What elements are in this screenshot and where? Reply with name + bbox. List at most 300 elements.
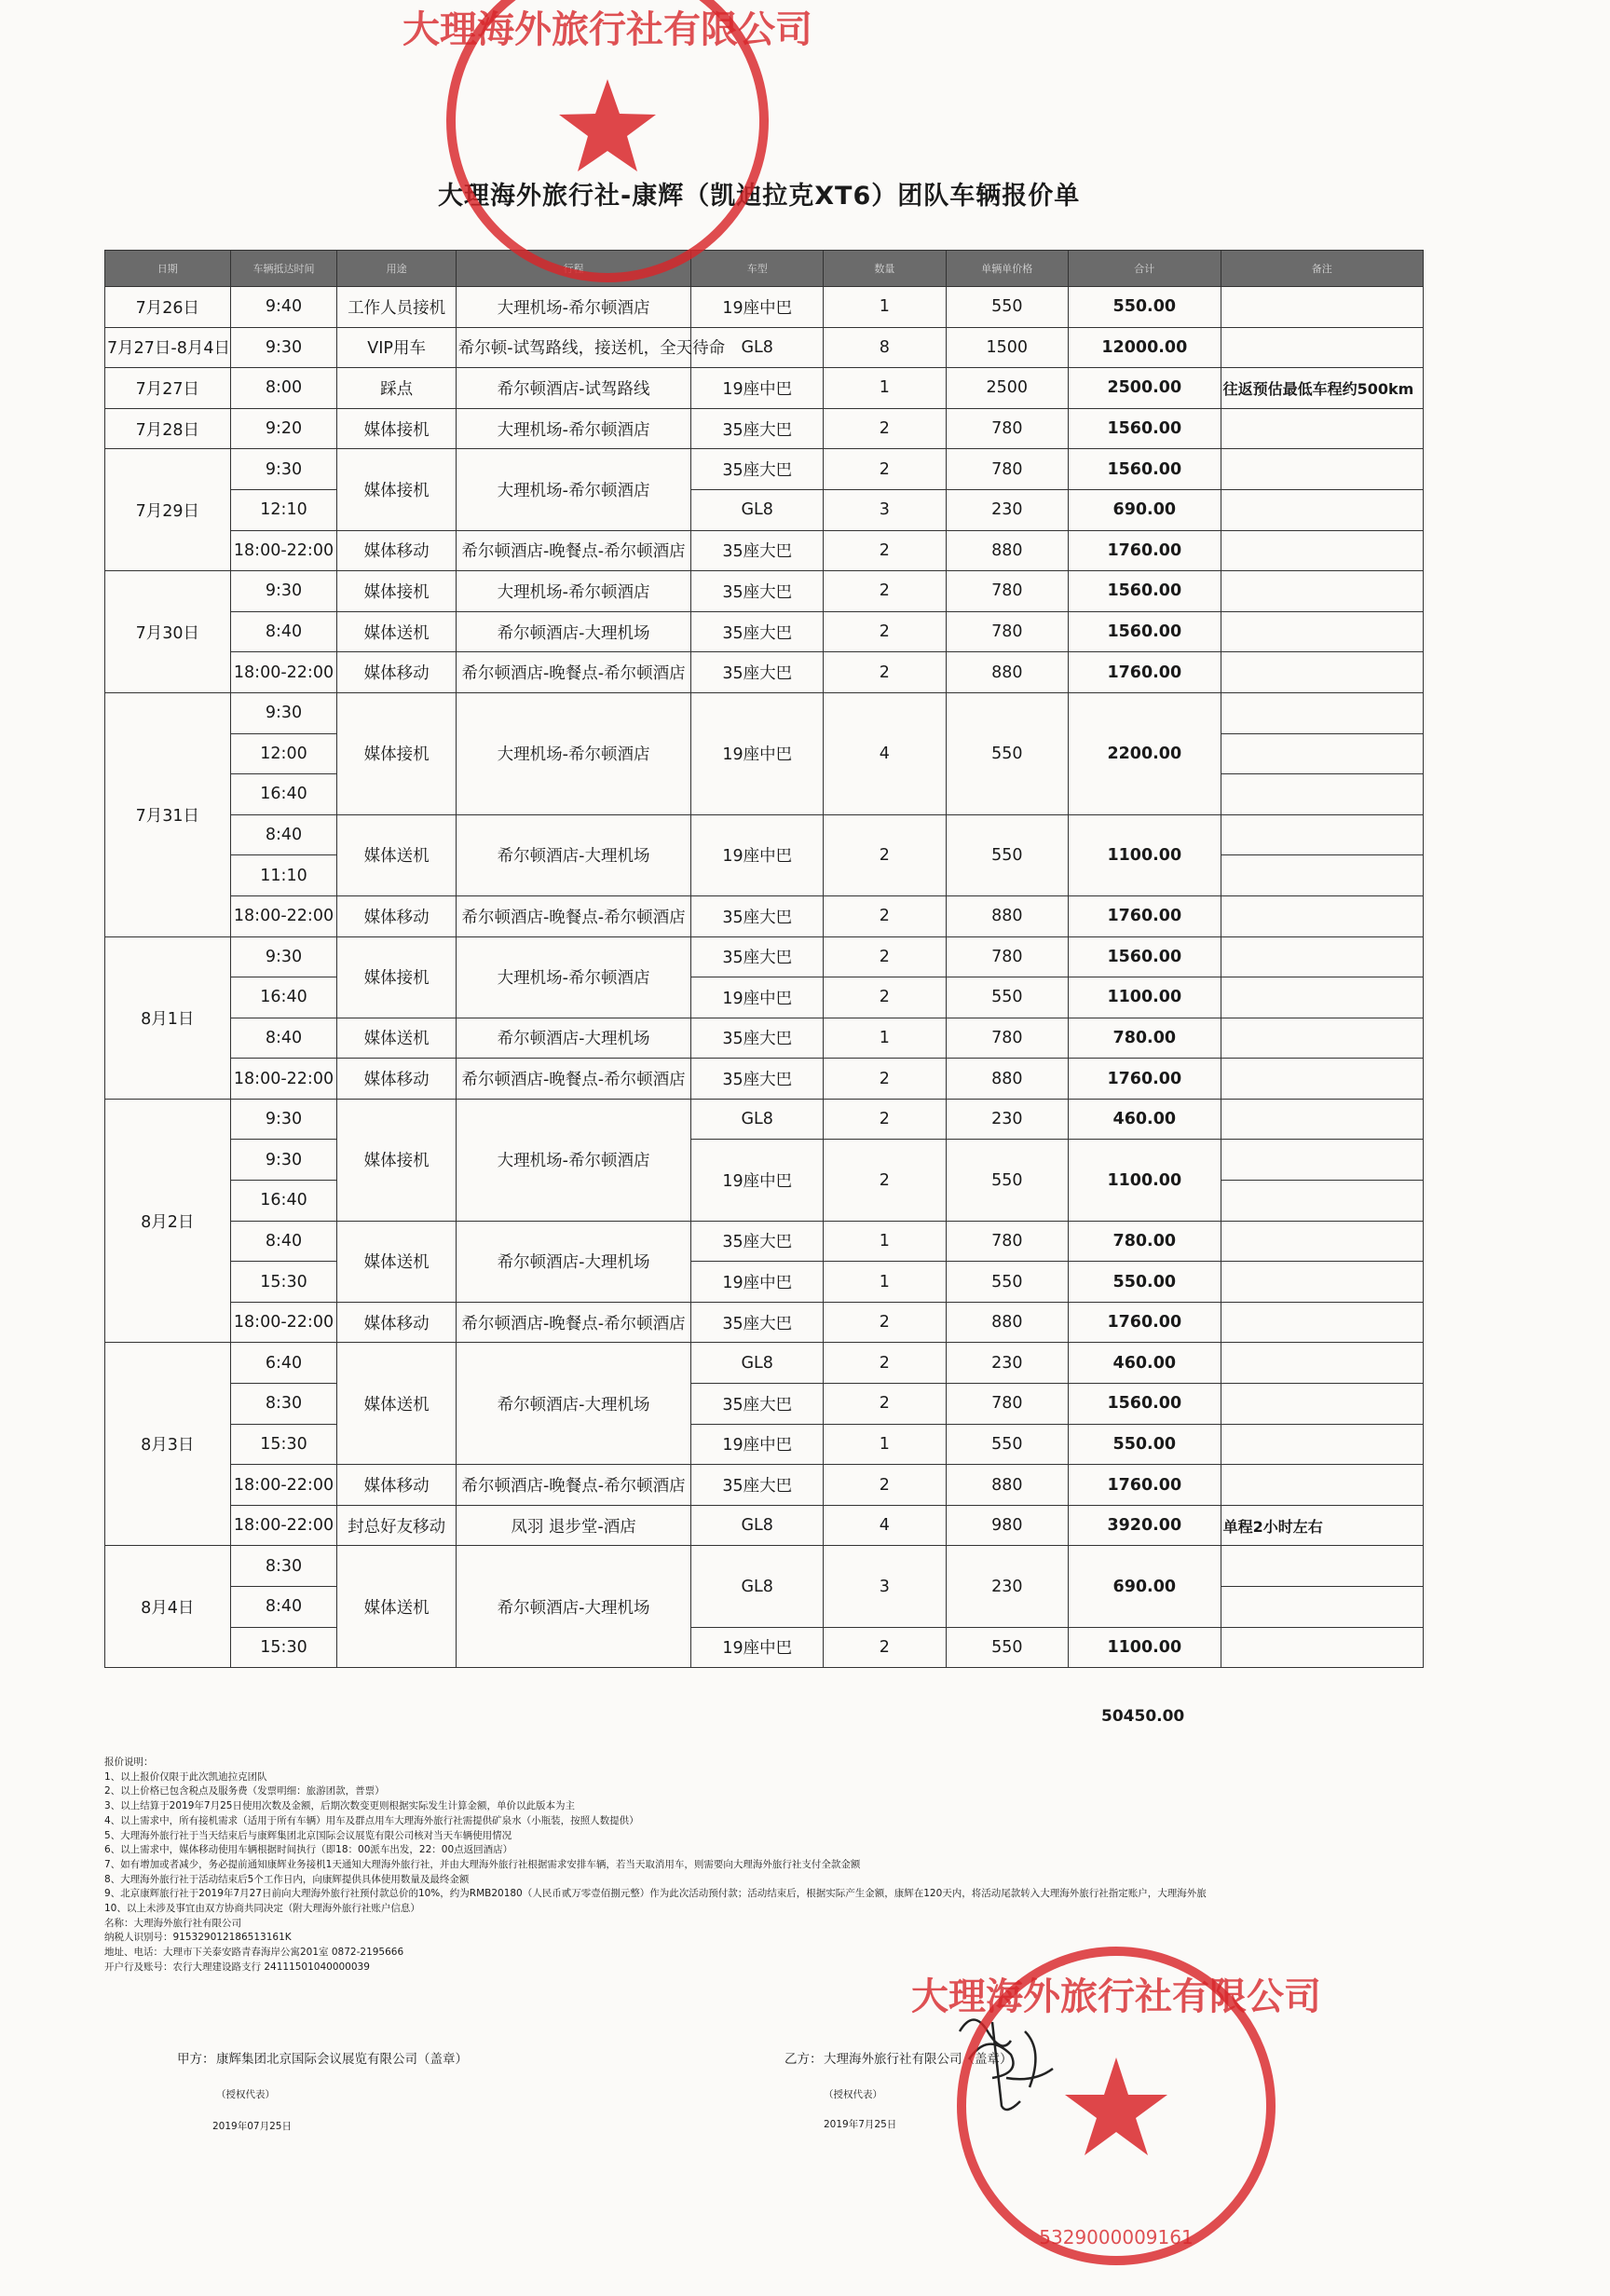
cell-time: 16:40: [230, 1181, 337, 1222]
svg-text:大理海外旅行社有限公司: 大理海外旅行社有限公司: [402, 8, 812, 51]
cell-car: 35座大巴: [691, 571, 824, 612]
cell-use: 媒体移动: [337, 1465, 456, 1506]
cell-note: [1221, 1181, 1423, 1222]
cell-price: 550: [946, 1627, 1068, 1668]
cell-qty: 2: [824, 936, 946, 977]
cell-date: 7月27日-8月4日: [105, 327, 231, 368]
cell-qty: 2: [824, 1059, 946, 1100]
company-seal-top: [402, 0, 812, 280]
cell-total: 2200.00: [1069, 692, 1221, 814]
cell-note: [1221, 1546, 1423, 1587]
cell-note: [1221, 733, 1423, 774]
table-body: [105, 287, 1424, 1668]
cell-note: [1221, 1384, 1423, 1425]
cell-total: 12000.00: [1069, 327, 1221, 368]
cell-qty: 2: [824, 408, 946, 449]
cell-use: 媒体接机: [337, 692, 456, 814]
cell-total: 1560.00: [1069, 1384, 1221, 1425]
cell-note: [1221, 287, 1423, 328]
note-line: 纳税人识别号：915329012186513161K: [104, 1932, 292, 1944]
cell-price: 230: [946, 1546, 1068, 1627]
cell-car: 35座大巴: [691, 1018, 824, 1059]
cell-qty: 2: [824, 1140, 946, 1221]
table-row: [105, 1424, 1424, 1465]
cell-note: [1221, 774, 1423, 815]
cell-note: [1221, 1465, 1423, 1506]
cell-note: [1221, 1099, 1423, 1140]
cell-qty: 2: [824, 1465, 946, 1506]
cell-car: 19座中巴: [691, 1424, 824, 1465]
table-row: [105, 1505, 1424, 1546]
cell-time: 18:00-22:00: [230, 895, 337, 936]
cell-time: 9:30: [230, 571, 337, 612]
note-line: 8、大理海外旅行社于活动结束后5个工作日内，向康辉提供具体使用数量及最终金额: [104, 1873, 470, 1885]
cell-total: 1560.00: [1069, 611, 1221, 652]
cell-use: 媒体移动: [337, 530, 456, 571]
party-a-label: 甲方：: [177, 2052, 215, 2067]
cell-total: 780.00: [1069, 1018, 1221, 1059]
cell-note: [1221, 1221, 1423, 1262]
cell-use: 媒体送机: [337, 1221, 456, 1302]
cell-car: 35座大巴: [691, 652, 824, 693]
cell-price: 780: [946, 571, 1068, 612]
header-use: 用途: [337, 251, 456, 287]
cell-total: 1100.00: [1069, 814, 1221, 895]
cell-note: [1221, 652, 1423, 693]
cell-route: 希尔顿酒店-晚餐点-希尔顿酒店: [456, 1465, 691, 1506]
cell-route: 希尔顿酒店-晚餐点-希尔顿酒店: [456, 652, 691, 693]
cell-total: 1560.00: [1069, 408, 1221, 449]
cell-price: 550: [946, 287, 1068, 328]
cell-use: 工作人员接机: [337, 287, 456, 328]
cell-time: 9:20: [230, 408, 337, 449]
cell-route: 希尔顿酒店-晚餐点-希尔顿酒店: [456, 1059, 691, 1100]
cell-time: 9:30: [230, 1099, 337, 1140]
cell-note: [1221, 1018, 1423, 1059]
cell-route: 希尔顿酒店-大理机场: [456, 1546, 691, 1668]
cell-car: GL8: [691, 1546, 824, 1627]
cell-price: 880: [946, 1059, 1068, 1100]
cell-time: 6:40: [230, 1343, 337, 1384]
cell-total: 460.00: [1069, 1099, 1221, 1140]
quote-table: [104, 250, 1424, 1668]
cell-qty: 2: [824, 1302, 946, 1343]
cell-date: 7月29日: [105, 449, 231, 571]
cell-price: 550: [946, 1140, 1068, 1221]
cell-price: 780: [946, 1221, 1068, 1262]
table-row: [105, 1343, 1424, 1384]
cell-qty: 1: [824, 1018, 946, 1059]
cell-route: 大理机场-希尔顿酒店: [456, 408, 691, 449]
cell-qty: 1: [824, 1262, 946, 1303]
cell-total: 690.00: [1069, 1546, 1221, 1627]
cell-time: 8:30: [230, 1384, 337, 1425]
cell-total: 1560.00: [1069, 449, 1221, 490]
cell-time: 15:30: [230, 1262, 337, 1303]
cell-qty: 2: [824, 1627, 946, 1668]
cell-car: 19座中巴: [691, 814, 824, 895]
table-row: [105, 652, 1424, 693]
cell-time: 8:40: [230, 814, 337, 855]
note-line: 名称：大理海外旅行社有限公司: [104, 1917, 241, 1929]
table-row: [105, 1262, 1424, 1303]
cell-note: [1221, 936, 1423, 977]
cell-route: 希尔顿酒店-大理机场: [456, 1343, 691, 1465]
cell-car: 35座大巴: [691, 611, 824, 652]
cell-qty: 2: [824, 652, 946, 693]
table-row: [105, 1140, 1424, 1181]
note-line: 5、大理海外旅行社于当天结束后与康辉集团北京国际会议展览有限公司核对当天车辆使用情况: [104, 1829, 512, 1841]
cell-date: 8月3日: [105, 1343, 231, 1546]
cell-total: 1100.00: [1069, 1140, 1221, 1221]
cell-price: 880: [946, 530, 1068, 571]
cell-qty: 2: [824, 1343, 946, 1384]
cell-time: 9:30: [230, 449, 337, 490]
cell-total: 1760.00: [1069, 895, 1221, 936]
cell-time: 9:30: [230, 936, 337, 977]
cell-car: 19座中巴: [691, 368, 824, 409]
cell-use: 媒体送机: [337, 1343, 456, 1465]
cell-route: 凤羽 退步堂-酒店: [456, 1505, 691, 1546]
table-row: [105, 895, 1424, 936]
cell-qty: 3: [824, 1546, 946, 1627]
cell-qty: 2: [824, 1384, 946, 1425]
cell-note: [1221, 692, 1423, 733]
cell-car: 19座中巴: [691, 1140, 824, 1221]
table-row: [105, 1384, 1424, 1425]
cell-use: 媒体接机: [337, 1099, 456, 1221]
cell-qty: 2: [824, 814, 946, 895]
cell-price: 780: [946, 1384, 1068, 1425]
cell-total: 460.00: [1069, 1343, 1221, 1384]
cell-total: 1760.00: [1069, 1465, 1221, 1506]
cell-note: [1221, 571, 1423, 612]
cell-qty: 2: [824, 571, 946, 612]
cell-note: [1221, 449, 1423, 490]
party-a-date: 2019年07月25日: [212, 2121, 292, 2132]
cell-note: [1221, 327, 1423, 368]
cell-price: 230: [946, 1343, 1068, 1384]
cell-time: 18:00-22:00: [230, 652, 337, 693]
cell-route: 希尔顿酒店-大理机场: [456, 814, 691, 895]
cell-price: 880: [946, 1302, 1068, 1343]
cell-route: 大理机场-希尔顿酒店: [456, 1099, 691, 1221]
cell-time: 9:30: [230, 1140, 337, 1181]
cell-time: 9:30: [230, 327, 337, 368]
cell-car: 35座大巴: [691, 1465, 824, 1506]
cell-car: 19座中巴: [691, 1627, 824, 1668]
cell-qty: 1: [824, 1221, 946, 1262]
table-row: [105, 814, 1424, 855]
cell-total: 1100.00: [1069, 1627, 1221, 1668]
cell-price: 550: [946, 814, 1068, 895]
cell-route: 希尔顿酒店-大理机场: [456, 1221, 691, 1302]
cell-note: [1221, 1059, 1423, 1100]
cell-note: [1221, 1343, 1423, 1384]
cell-total: 550.00: [1069, 1424, 1221, 1465]
table-row: [105, 692, 1424, 733]
table-row: [105, 571, 1424, 612]
cell-total: 550.00: [1069, 1262, 1221, 1303]
page-title: 大理海外旅行社-康辉（凯迪拉克XT6）团队车辆报价单: [438, 182, 1081, 211]
grand-total: 50450.00: [1101, 1707, 1185, 1726]
cell-qty: 3: [824, 489, 946, 530]
cell-car: 35座大巴: [691, 1384, 824, 1425]
cell-total: 1760.00: [1069, 1302, 1221, 1343]
cell-total: 690.00: [1069, 489, 1221, 530]
party-b-rep: （授权代表）: [824, 2089, 882, 2100]
cell-qty: 1: [824, 368, 946, 409]
cell-note: [1221, 1424, 1423, 1465]
party-b-date: 2019年7月25日: [824, 2119, 897, 2130]
cell-time: 9:40: [230, 287, 337, 328]
note-line: 9、北京康辉旅行社于2019年7月27日前向大理海外旅行社预付款总价的10%，约为RMB20180（人民币贰万零壹佰捌元整）作为此次活动预付款；活动结束后，根据实际产生金额，康辉在120天内，将活动尾款转入大理海外旅行社指定账户，大理海外旅: [104, 1888, 1207, 1900]
cell-note: [1221, 489, 1423, 530]
cell-car: 19座中巴: [691, 977, 824, 1018]
cell-price: 230: [946, 489, 1068, 530]
cell-route: 希尔顿酒店-大理机场: [456, 611, 691, 652]
cell-price: 880: [946, 1465, 1068, 1506]
table-row: [105, 611, 1424, 652]
cell-car: 35座大巴: [691, 530, 824, 571]
cell-qty: 2: [824, 530, 946, 571]
cell-use: 媒体移动: [337, 1302, 456, 1343]
cell-use: 媒体送机: [337, 1546, 456, 1668]
cell-route: 大理机场-希尔顿酒店: [456, 692, 691, 814]
table-row: [105, 1221, 1424, 1262]
cell-note: [1221, 530, 1423, 571]
cell-use: 踩点: [337, 368, 456, 409]
cell-car: 35座大巴: [691, 408, 824, 449]
note-line: 10、以上未涉及事宜由双方协商共同决定（附大理海外旅行社账户信息）: [104, 1903, 420, 1915]
table-row: [105, 936, 1424, 977]
note-line: 2、以上价格已包含税点及服务费（发票明细：旅游团款，普票）: [104, 1785, 385, 1797]
party-b-label: 乙方：: [785, 2052, 823, 2067]
cell-qty: 2: [824, 611, 946, 652]
cell-use: VIP用车: [337, 327, 456, 368]
note-line: 6、以上需求中，媒体移动使用车辆根据时间执行（即18：00派车出发，22：00点返回酒店）: [104, 1844, 513, 1856]
cell-time: 15:30: [230, 1424, 337, 1465]
cell-note: 单程2小时左右: [1221, 1505, 1423, 1546]
cell-time: 8:40: [230, 1587, 337, 1628]
cell-price: 550: [946, 1262, 1068, 1303]
cell-route: 希尔顿-试驾路线，接送机，全天待命: [456, 327, 691, 368]
table-row: [105, 287, 1424, 328]
table-row: [105, 449, 1424, 490]
party-a-rep: （授权代表）: [216, 2089, 275, 2100]
cell-use: 媒体接机: [337, 936, 456, 1018]
cell-qty: 4: [824, 692, 946, 814]
note-line: 3、以上结算于2019年7月25日使用次数及金额，后期次数变更则根据实际发生计算金额，单价以此版本为主: [104, 1800, 575, 1812]
table-row: [105, 408, 1424, 449]
cell-qty: 2: [824, 1099, 946, 1140]
cell-total: 1100.00: [1069, 977, 1221, 1018]
cell-note: [1221, 977, 1423, 1018]
table-row: [105, 1627, 1424, 1668]
cell-price: 880: [946, 895, 1068, 936]
cell-time: 8:40: [230, 1221, 337, 1262]
cell-total: 2500.00: [1069, 368, 1221, 409]
cell-car: 35座大巴: [691, 1302, 824, 1343]
note-line: 1、以上报价仅限于此次凯迪拉克团队: [104, 1770, 267, 1783]
cell-time: 8:40: [230, 1018, 337, 1059]
header-date: 日期: [105, 251, 231, 287]
cell-time: 9:30: [230, 692, 337, 733]
cell-time: 16:40: [230, 774, 337, 815]
cell-price: 780: [946, 611, 1068, 652]
header-total: 合计: [1069, 251, 1221, 287]
cell-car: 35座大巴: [691, 449, 824, 490]
header-note: 备注: [1221, 251, 1423, 287]
cell-time: 12:10: [230, 489, 337, 530]
cell-note: [1221, 611, 1423, 652]
cell-route: 大理机场-希尔顿酒店: [456, 571, 691, 612]
cell-date: 8月1日: [105, 936, 231, 1099]
cell-car: 19座中巴: [691, 692, 824, 814]
cell-note: [1221, 408, 1423, 449]
cell-qty: 1: [824, 287, 946, 328]
cell-car: 35座大巴: [691, 1059, 824, 1100]
cell-car: GL8: [691, 1505, 824, 1546]
cell-total: 3920.00: [1069, 1505, 1221, 1546]
table-row: [105, 1059, 1424, 1100]
cell-time: 8:00: [230, 368, 337, 409]
cell-date: 7月26日: [105, 287, 231, 328]
cell-time: 12:00: [230, 733, 337, 774]
cell-time: 15:30: [230, 1627, 337, 1668]
table-row: [105, 327, 1424, 368]
cell-car: 19座中巴: [691, 287, 824, 328]
cell-price: 550: [946, 1424, 1068, 1465]
table-row: [105, 977, 1424, 1018]
cell-qty: 2: [824, 895, 946, 936]
cell-route: 希尔顿酒店-晚餐点-希尔顿酒店: [456, 895, 691, 936]
cell-use: 媒体接机: [337, 449, 456, 530]
cell-route: 希尔顿酒店-晚餐点-希尔顿酒店: [456, 1302, 691, 1343]
cell-date: 7月27日: [105, 368, 231, 409]
cell-note: [1221, 895, 1423, 936]
cell-note: [1221, 1140, 1423, 1181]
cell-use: 媒体接机: [337, 571, 456, 612]
cell-time: 18:00-22:00: [230, 530, 337, 571]
cell-time: 8:40: [230, 611, 337, 652]
note-line: 开户行及账号：农行大理建设路支行 24111501040000039: [104, 1961, 370, 1973]
cell-date: 7月31日: [105, 692, 231, 936]
cell-note: [1221, 1627, 1423, 1668]
cell-price: 1500: [946, 327, 1068, 368]
cell-note: [1221, 1262, 1423, 1303]
cell-total: 1560.00: [1069, 936, 1221, 977]
cell-route: 希尔顿酒店-晚餐点-希尔顿酒店: [456, 530, 691, 571]
cell-time: 16:40: [230, 977, 337, 1018]
cell-price: 780: [946, 936, 1068, 977]
cell-car: GL8: [691, 1343, 824, 1384]
header-price: 单辆单价格: [946, 251, 1068, 287]
cell-price: 880: [946, 652, 1068, 693]
cell-price: 780: [946, 1018, 1068, 1059]
cell-price: 780: [946, 449, 1068, 490]
cell-route: 大理机场-希尔顿酒店: [456, 287, 691, 328]
table-row: [105, 368, 1424, 409]
note-line: 报价说明：: [104, 1756, 154, 1768]
cell-note: [1221, 1587, 1423, 1628]
cell-use: 媒体接机: [337, 408, 456, 449]
party-b-name: 大理海外旅行社有限公司（盖章）: [824, 2052, 1013, 2067]
cell-use: 媒体移动: [337, 1059, 456, 1100]
header-time: 车辆抵达时间: [230, 251, 337, 287]
cell-use: 媒体送机: [337, 611, 456, 652]
svg-text:5329000009161: 5329000009161: [1039, 2226, 1194, 2248]
header-route: 行程: [456, 251, 691, 287]
cell-price: 780: [946, 408, 1068, 449]
cell-car: GL8: [691, 489, 824, 530]
cell-car: 35座大巴: [691, 895, 824, 936]
note-line: 7、如有增加或者减少，务必提前通知康辉业务接机1天通知大理海外旅行社，并由大理海外旅行社根据需求安排车辆，若当天取消用车，则需要向大理海外旅行社支付全款金额: [104, 1858, 861, 1870]
cell-qty: 4: [824, 1505, 946, 1546]
party-a-name: 康辉集团北京国际会议展览有限公司（盖章）: [216, 2052, 468, 2067]
cell-time: 18:00-22:00: [230, 1465, 337, 1506]
cell-route: 希尔顿酒店-大理机场: [456, 1018, 691, 1059]
svg-text:大理海外旅行社有限公司: 大理海外旅行社有限公司: [911, 1975, 1321, 2018]
cell-total: 1560.00: [1069, 571, 1221, 612]
cell-note: [1221, 855, 1423, 896]
table-row: [105, 1465, 1424, 1506]
cell-car: 35座大巴: [691, 1221, 824, 1262]
cell-price: 980: [946, 1505, 1068, 1546]
cell-route: 希尔顿酒店-试驾路线: [456, 368, 691, 409]
cell-route: 大理机场-希尔顿酒店: [456, 936, 691, 1018]
note-line: 4、以上需求中，所有接机需求（适用于所有车辆）用车及群点用车大理海外旅行社需提供矿泉水（小瓶装，按照人数提供）: [104, 1814, 639, 1826]
cell-price: 550: [946, 977, 1068, 1018]
cell-note: 往返预估最低车程约500km: [1221, 368, 1423, 409]
cell-qty: 2: [824, 977, 946, 1018]
cell-use: 媒体送机: [337, 1018, 456, 1059]
cell-time: 8:30: [230, 1546, 337, 1587]
cell-use: 封总好友移动: [337, 1505, 456, 1546]
cell-total: 1760.00: [1069, 1059, 1221, 1100]
note-line: 地址、电话：大理市下关泰安路青春海岸公寓201室 0872-2195666: [104, 1947, 404, 1959]
table-row: [105, 489, 1424, 530]
cell-date: 7月30日: [105, 571, 231, 693]
cell-total: 1760.00: [1069, 530, 1221, 571]
cell-use: 媒体移动: [337, 652, 456, 693]
table-row: [105, 1018, 1424, 1059]
cell-date: 7月28日: [105, 408, 231, 449]
cell-note: [1221, 814, 1423, 855]
cell-qty: 1: [824, 1424, 946, 1465]
cell-car: GL8: [691, 1099, 824, 1140]
cell-qty: 8: [824, 327, 946, 368]
cell-date: 8月4日: [105, 1546, 231, 1668]
cell-car: GL8: [691, 327, 824, 368]
header-car: 车型: [691, 251, 824, 287]
header-qty: 数量: [824, 251, 946, 287]
cell-price: 550: [946, 692, 1068, 814]
table-row: [105, 1546, 1424, 1587]
cell-price: 2500: [946, 368, 1068, 409]
cell-total: 780.00: [1069, 1221, 1221, 1262]
cell-car: 35座大巴: [691, 936, 824, 977]
cell-time: 18:00-22:00: [230, 1505, 337, 1546]
cell-use: 媒体移动: [337, 895, 456, 936]
cell-time: 18:00-22:00: [230, 1059, 337, 1100]
cell-note: [1221, 1302, 1423, 1343]
cell-date: 8月2日: [105, 1099, 231, 1343]
table-row: [105, 1099, 1424, 1140]
cell-route: 大理机场-希尔顿酒店: [456, 449, 691, 530]
cell-total: 1760.00: [1069, 652, 1221, 693]
cell-use: 媒体送机: [337, 814, 456, 895]
